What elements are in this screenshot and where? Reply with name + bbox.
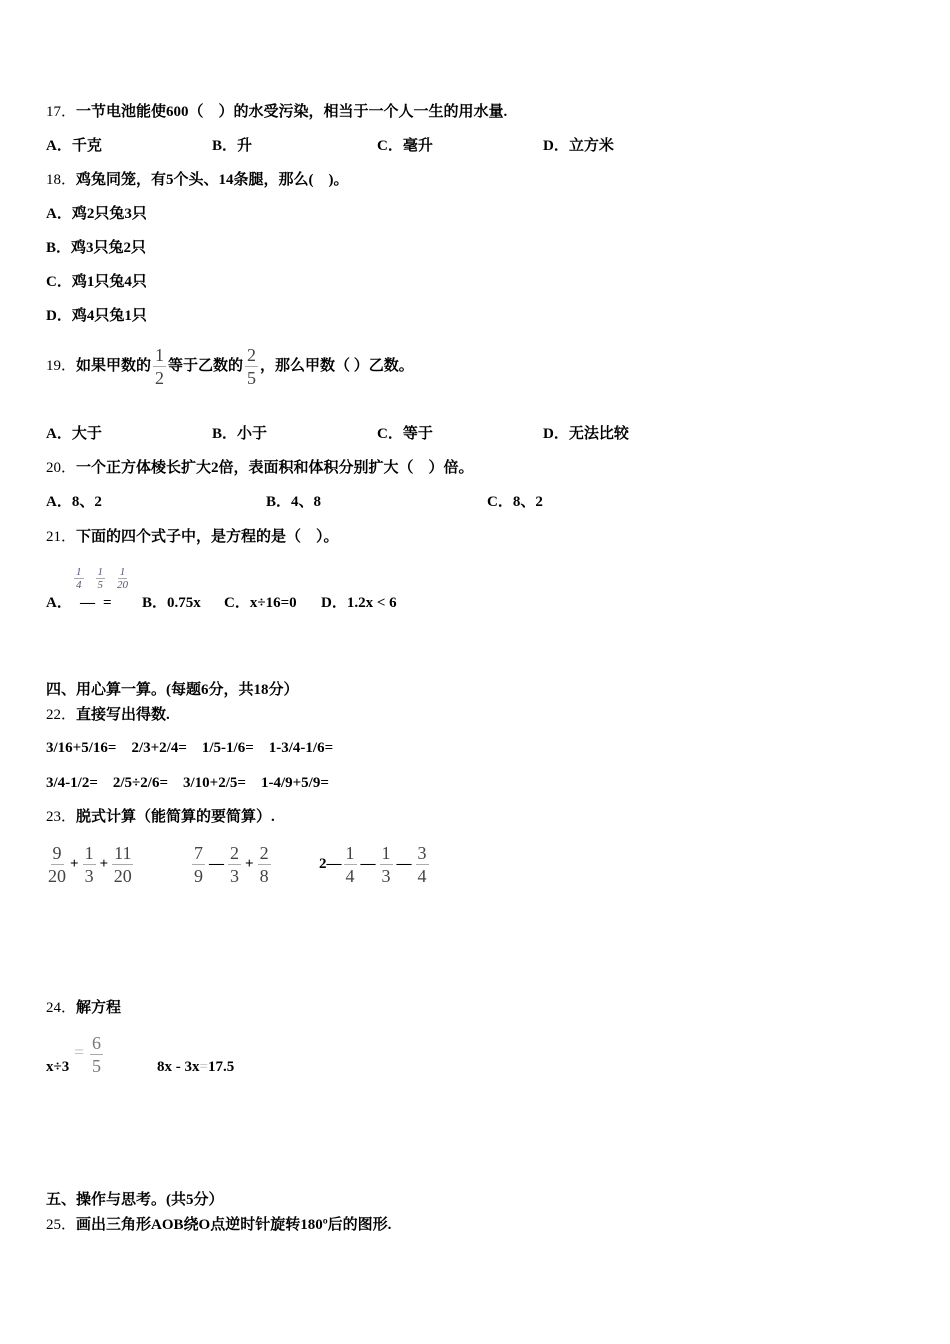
equals-sign: = [103, 595, 112, 611]
option-c: C．鸡1只兔4只 [46, 274, 147, 290]
numerator: 9 [52, 843, 62, 864]
question-24 [46, 998, 121, 1018]
math-text: 4 [417, 866, 427, 887]
fraction [117, 566, 128, 591]
equation-1-fraction [88, 1032, 105, 1077]
equation-2 [157, 1057, 234, 1077]
math-text: 3 [230, 866, 239, 887]
fraction [74, 566, 84, 591]
option-c: C．毫升 [377, 138, 433, 154]
numerator: 1 [97, 566, 103, 578]
option-d: D．无法比较 [543, 426, 629, 442]
expression-1 [46, 840, 135, 888]
section-5-heading: 五、操作与思考。(共5分） [46, 1192, 224, 1208]
q-text: 脱式计算（能简算的要简算）. [76, 809, 275, 825]
math-text: 5 [92, 1056, 101, 1076]
expr: 2/3+2/4= [131, 740, 187, 756]
q-number: 18． [46, 172, 77, 188]
math-text: 2— [319, 856, 342, 872]
operator: — [360, 856, 376, 872]
option-d: D．鸡4只兔1只 [46, 308, 147, 324]
q-number: 17． [46, 104, 77, 120]
q-text: 一节电池能使600（ ）的水受污染，相当于一个人一生的用水量. [76, 104, 508, 120]
math-text: 4 [345, 866, 355, 887]
option-b: B．鸡3只兔2只 [46, 240, 147, 256]
option-a: A．8、2 [46, 494, 102, 510]
operator: + [99, 856, 109, 872]
fraction [380, 842, 393, 887]
option-d: D．立方米 [543, 138, 614, 154]
row1 [46, 738, 333, 758]
option-c: C．等于 [377, 426, 433, 442]
numerator: 1 [84, 843, 94, 864]
q-text: 画出三角形AOB绕O点逆时针旋转180º后的图形. [76, 1217, 392, 1233]
math-text: 3 [381, 866, 391, 887]
math-text: 3 [84, 866, 94, 887]
q-number: 23． [46, 809, 77, 825]
expr: 1-4/9+5/9= [260, 775, 329, 791]
question-21 [46, 527, 339, 547]
section-4-heading: 四、用心算一算。(每题6分，共18分） [46, 682, 299, 698]
expression-3 [319, 840, 431, 888]
expression-2 [190, 840, 273, 888]
numerator: 2 [247, 345, 257, 366]
option-b: B．4、8 [266, 494, 322, 510]
option-a-fractions [72, 566, 130, 591]
fraction [416, 842, 429, 887]
fraction [344, 842, 357, 887]
numerator: 2 [230, 843, 239, 864]
option-b: B．小于 [212, 426, 268, 442]
q-number: 19． [46, 358, 77, 374]
equation-1-left: x÷3 [46, 1059, 70, 1075]
fraction [83, 842, 96, 887]
math-text: 20 [113, 866, 132, 887]
numerator: 1 [345, 843, 355, 864]
fraction [48, 842, 66, 887]
option-c: C．x÷16=0 [224, 595, 297, 611]
numerator: 3 [417, 843, 427, 864]
q-number: 24． [46, 1000, 77, 1016]
math-text: 17.5 [207, 1059, 235, 1075]
q-text: 如果甲数的 [76, 358, 152, 374]
question-23 [46, 807, 275, 827]
numerator: 1 [76, 566, 82, 578]
q-text: 直接写出得数. [76, 707, 170, 723]
q-text: 一个正方体棱长扩大2倍，表面积和体积分别扩大（ ）倍。 [76, 460, 474, 476]
fraction [258, 842, 271, 887]
expr: 2/5÷2/6= [112, 775, 169, 791]
denominator: 2 [155, 368, 165, 389]
fraction [153, 344, 166, 389]
fraction [112, 842, 133, 887]
q-number: 20． [46, 460, 77, 476]
option-a: A．鸡2只兔3只 [46, 206, 147, 222]
minus-sign: — [80, 595, 95, 611]
q-text: ，那么甲数（ ）乙数。 [260, 358, 414, 374]
expr: 3/16+5/16= [46, 740, 117, 756]
q-text: 等于乙数的 [168, 358, 244, 374]
q-number: 25． [46, 1217, 77, 1233]
operator: — [209, 856, 224, 872]
fraction [228, 842, 241, 887]
option-d: D．1.2x < 6 [321, 595, 397, 611]
denominator: 4 [76, 579, 82, 591]
numerator: 1 [155, 345, 165, 366]
numerator: 7 [194, 843, 203, 864]
expr: 3/4-1/2= [46, 775, 98, 791]
numerator: 2 [259, 843, 269, 864]
option-c: C．8、2 [487, 494, 543, 510]
option-a-label: A． [46, 595, 72, 611]
q-text: 鸡兔同笼，有5个头、14条腿，那么( )。 [76, 172, 349, 188]
numerator: 1 [119, 566, 126, 578]
row2 [46, 773, 329, 793]
operator: + [70, 856, 79, 872]
expr: 1-3/4-1/6= [268, 740, 334, 756]
math-text: 8 [259, 866, 269, 887]
question-22 [46, 705, 170, 725]
fraction [245, 344, 258, 389]
q-text: 解方程 [76, 1000, 122, 1016]
denominator: 5 [247, 368, 257, 389]
expr: 1/5-1/6= [201, 740, 254, 756]
q-text: 下面的四个式子中，是方程的是（ ）。 [76, 529, 339, 545]
operator: — [396, 856, 412, 872]
fraction [96, 566, 106, 591]
option-b: B．0.75x [142, 595, 201, 611]
math-text: 20 [48, 866, 66, 887]
math-text: = [199, 1059, 208, 1075]
math-text: 8x - 3x [157, 1059, 200, 1075]
fraction [192, 842, 205, 887]
numerator: 11 [114, 843, 132, 864]
question-17 [46, 102, 507, 122]
option-b: B．升 [212, 138, 253, 154]
operator: + [245, 856, 254, 872]
math-text: 9 [194, 866, 203, 887]
option-a: A．千克 [46, 138, 102, 154]
q-number: 21． [46, 529, 77, 545]
equals-sign: = [74, 1042, 85, 1062]
question-19 [46, 342, 414, 390]
question-25 [46, 1215, 391, 1235]
option-a: A．大于 [46, 426, 102, 442]
expr: 3/10+2/5= [183, 775, 246, 791]
q-number: 22． [46, 707, 77, 723]
numerator: 6 [92, 1033, 101, 1053]
numerator: 1 [381, 843, 391, 864]
question-20 [46, 458, 474, 478]
denominator: 5 [97, 579, 103, 591]
denominator: 20 [117, 579, 128, 591]
question-18 [46, 170, 349, 190]
fraction [90, 1032, 103, 1077]
